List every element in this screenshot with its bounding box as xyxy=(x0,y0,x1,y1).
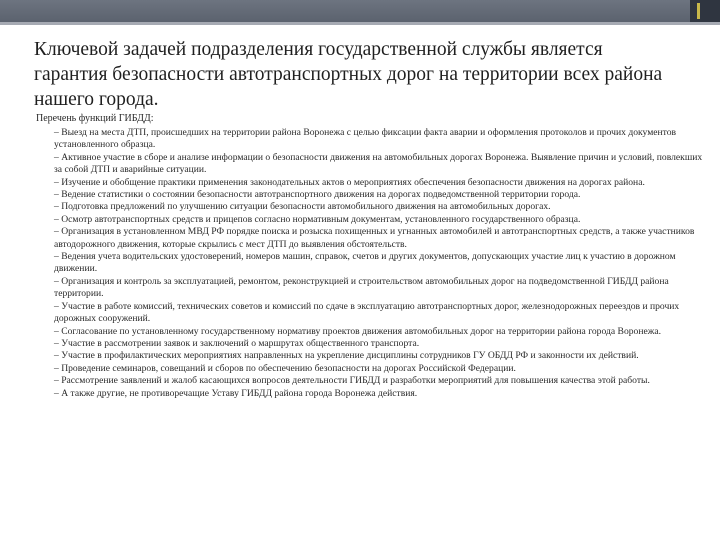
list-item: – Участие в профилактических мероприятиях направленных на укрепление дисциплины сотрудников ГУ ОБДД РФ и законности их действий. xyxy=(54,350,639,362)
list-item: – Организация в установленном МВД РФ порядке поиска и розыска похищенных и угнанных автомобилей и автотранспортных средств, а также участников автодорожного движения, которые скрылись с мест ДТП до выявления обстоятельств. xyxy=(54,226,695,250)
list-item: – Участие в работе комиссий, технических советов и комиссий по сдаче в эксплуатацию автотранспортных дорог, железнодорожных переездов и прочих дорожных сооружений. xyxy=(54,300,680,325)
banner-accent-line xyxy=(0,22,720,25)
list-item: – Проведение семинаров, совещаний и сборов по обеспечению безопасности на дорогах Российской Федерации. xyxy=(54,362,516,374)
slide-title: Ключевой задачей подразделения государственной службы является гарантия безопасности автотранспортных дорог на территории всех района нашего города. xyxy=(34,39,663,110)
list-item: – Согласование по установленному государственному нормативу проектов движения автомобильных дорог на территории района города Воронежа. xyxy=(54,325,662,337)
functions-list xyxy=(54,127,704,400)
list-item: – Ведение статистики о состоянии безопасности автотранспортного движения на дорогах подведомственной территории города. xyxy=(54,189,581,201)
list-item: – Изучение и обобщение практики применения законодательных актов о мероприятиях обеспечения безопасности движения на дорогах района. xyxy=(54,176,645,188)
list-item: – Организация и контроль за эксплуатацией, ремонтом, реконструкцией и строительством автомобильных дорог на подведомственной ГИБДД района территории. xyxy=(54,275,669,300)
list-item: – Рассмотрение заявлений и жалоб касающихся вопросов деятельности ГИБДД и разработки мероприятий для повышения качества этой работы. xyxy=(54,375,650,387)
top-banner xyxy=(0,0,720,22)
list-item: – Активное участие в сборе и анализе информации о безопасности движения на автомобильных дорогах Воронежа. Выявление причин и условий, повлекших за собой ДТП и аварийные ситуации. xyxy=(54,151,703,176)
list-item: – Подготовка предложений по улучшению ситуации безопасности автомобильного движения на автомобильных дорогах. xyxy=(54,201,551,213)
list-item: – Участие в рассмотрении заявок и заключений о маршрутах общественного транспорта. xyxy=(54,337,420,349)
list-item: – А также другие, не противоречащие Уставу ГИБДД района города Воронежа действия. xyxy=(54,387,418,399)
corner-decoration xyxy=(690,0,720,22)
list-item: – Осмотр автотранспортных средств и прицепов согласно нормативным документам, установленного государственного образца. xyxy=(54,213,581,225)
list-item: – Выезд на места ДТП, происшедших на территории района Воронежа с целью фиксации факта аварии и оформления протоколов и прочих документов установленного образца. xyxy=(54,127,677,151)
functions-heading: Перечень функций ГИБДД: xyxy=(36,113,154,124)
corner-stripe xyxy=(697,3,700,19)
list-item: – Ведения учета водительских удостоверений, номеров машин, справок, счетов и других документов, допускающих участие лиц к участию в дорожном движении. xyxy=(54,251,676,275)
